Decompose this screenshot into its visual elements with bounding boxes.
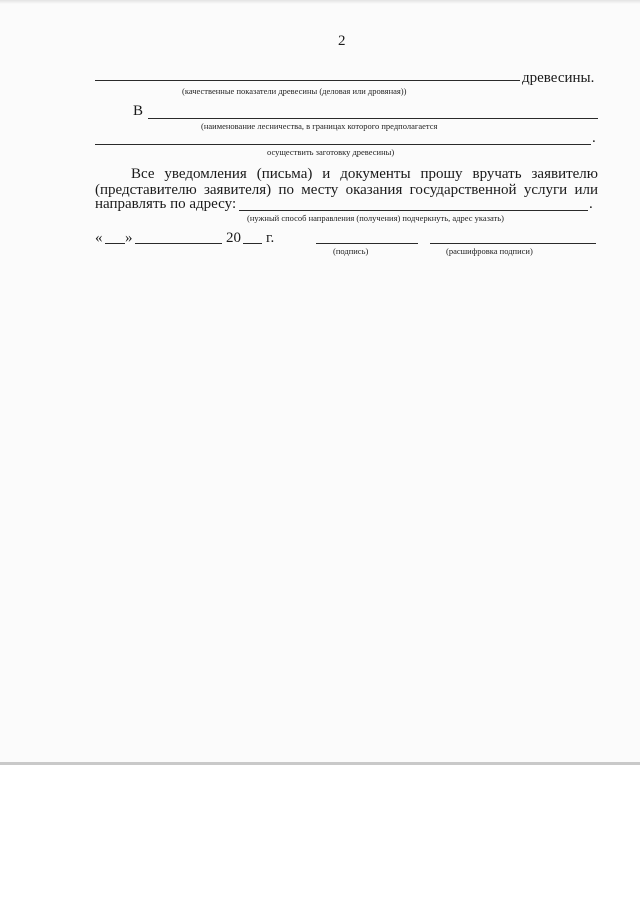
date-year-suffix: г. <box>266 230 275 246</box>
wood-suffix: древесины. <box>522 70 595 86</box>
signature-transcript-field <box>430 243 596 244</box>
signature-transcript-caption: (расшифровка подписи) <box>446 246 533 256</box>
forestry-caption-2: осуществить заготовку древесины) <box>267 147 395 157</box>
date-year-prefix: 20 <box>226 230 241 246</box>
page-number: 2 <box>338 33 346 49</box>
forestry-prefix: В <box>133 103 144 119</box>
wood-quality-field <box>95 80 520 81</box>
scan-edge-shadow <box>0 0 640 4</box>
notice-caption: (нужный способ направления (получения) подчеркнуть, адрес указать) <box>247 213 504 223</box>
signature-field <box>316 243 418 244</box>
signature-caption: (подпись) <box>333 246 369 256</box>
date-open-quote: « <box>95 230 103 246</box>
forestry-caption-1: (наименование лесничества, в границах которого предполагается <box>201 121 438 131</box>
notice-line-1: Все уведомления (письма) и документы прошу вручать заявителю <box>131 166 598 182</box>
notice-line-3-end: . <box>589 196 593 212</box>
notice-line-2: (представителю заявителя) по месту оказания государственной услуги или <box>95 182 598 198</box>
notice-line-3-prefix: направлять по адресу: <box>95 196 237 212</box>
date-close-quote: » <box>125 230 133 246</box>
date-year-field <box>243 243 262 244</box>
date-month-field <box>135 243 222 244</box>
forestry-name-field-cont <box>95 144 591 145</box>
forestry-name-field <box>148 118 598 119</box>
notice-paragraph <box>95 166 598 198</box>
date-day-field <box>105 243 125 244</box>
forestry-end-mark: . <box>592 130 596 146</box>
wood-quality-caption: (качественные показатели древесины (деловая или дровяная)) <box>182 86 407 96</box>
address-field <box>239 210 588 211</box>
